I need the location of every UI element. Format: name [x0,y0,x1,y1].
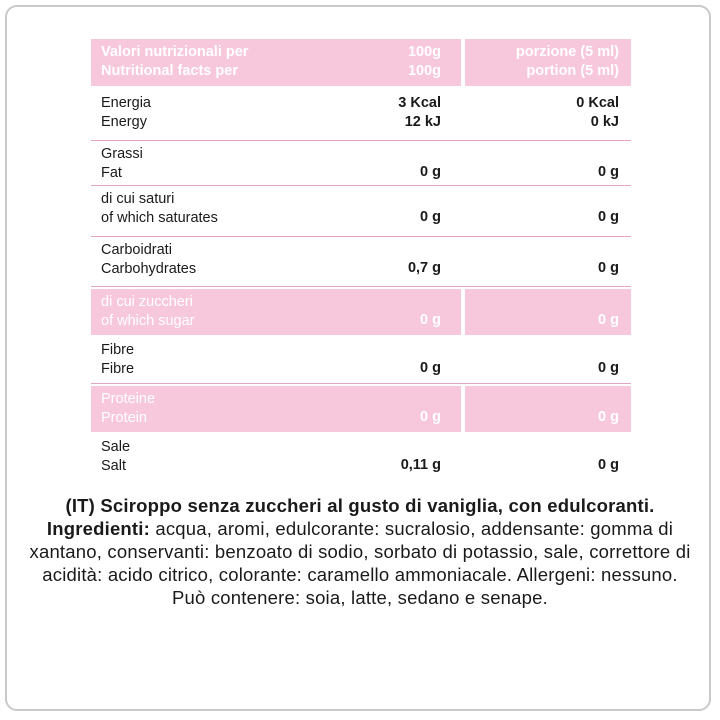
row-label-en: of which saturates [101,210,218,226]
header-100g-en: 100g [407,63,441,79]
row-value-100g: 0 g [420,360,441,376]
table-row [91,186,631,237]
row-label-it: Energia [101,95,151,111]
table-row [91,386,631,432]
header-label-it: Valori nutrizionali per [101,44,249,60]
row-label-it: Proteine [101,391,156,407]
table-row [91,434,631,480]
row-value-100g: 0 g [420,409,441,425]
value-kj-portion: 0 kJ [590,114,619,130]
value-kcal-portion: 0 Kcal [576,95,619,111]
row-label [101,190,218,228]
row-label-en: of which sugar [101,313,195,329]
column-divider [461,186,465,236]
row-label [101,438,130,476]
row-value-portion: 0 g [598,312,619,328]
table-header [91,39,631,86]
row-label-en: Fibre [101,361,135,377]
row-value-portion: 0 g [598,164,619,180]
table-row [91,90,631,141]
row-value-100g: 0 g [420,164,441,180]
row-value-100g: 0 g [420,312,441,328]
column-divider [461,90,465,140]
row-label [101,293,195,331]
header-100g [408,43,441,81]
nutrition-table [91,39,631,480]
header-portion-en: portion (5 ml) [526,63,619,79]
column-divider [461,337,465,383]
table-row [91,337,631,384]
column-divider [461,141,465,185]
row-label [101,94,151,132]
header-label [101,43,248,81]
header-portion [516,43,619,81]
value-kj-100g: 12 kJ [404,114,441,130]
row-value-100g: 0,11 g [400,457,441,473]
table-row [91,237,631,287]
row-label-it: Grassi [101,146,143,162]
header-portion-it: porzione (5 ml) [515,44,619,60]
row-label [101,241,196,279]
column-divider [461,434,465,480]
ingredients-paragraph [24,494,696,609]
row-label-it: di cui zuccheri [101,294,193,310]
row-label-en: Carbohydrates [101,261,197,277]
ingredients-text: acqua, aromi, edulcorante: sucralosio, addensante: gomma di xantano, conservanti: benzoato di sodio, sorbato di potassio, sale, correttore di acidità: acido citrico, colorante: caramello ammoniacale. Allergeni: nessuno. Può contenere: soia, latte, sedano e senape. [29,518,691,608]
row-label-it: di cui saturi [101,191,175,207]
row-label-it: Fibre [101,342,135,358]
row-value-portion: 0 g [598,457,619,473]
row-label-en: Salt [101,458,126,474]
column-divider [461,289,465,335]
column-divider [461,386,465,432]
row-label [101,341,134,379]
row-label-en: Energy [101,114,147,130]
header-100g-it: 100g [407,44,441,60]
row-value-100g: 0 g [420,209,441,225]
row-label [101,145,143,183]
column-divider [461,237,465,286]
row-label-en: Fat [101,165,122,181]
row-value-portion: 0 g [598,409,619,425]
row-value-100g [398,94,441,132]
row-value-portion: 0 g [598,360,619,376]
value-kcal-100g: 3 Kcal [398,95,441,111]
column-divider [461,39,465,86]
row-label-it: Sale [101,439,131,455]
row-value-100g: 0,7 g [407,260,441,276]
row-value-portion: 0 g [598,209,619,225]
row-value-portion [576,94,619,132]
row-label-en: Protein [101,410,147,426]
header-label-en: Nutritional facts per [101,63,238,79]
table-row [91,289,631,335]
ingredients-intro: (IT) Sciroppo senza zuccheri al gusto di vaniglia, con edulcoranti. Ingredienti: [46,495,655,539]
row-label-it: Carboidrati [101,242,172,258]
row-label [101,390,155,428]
table-row [91,141,631,186]
row-value-portion: 0 g [598,260,619,276]
